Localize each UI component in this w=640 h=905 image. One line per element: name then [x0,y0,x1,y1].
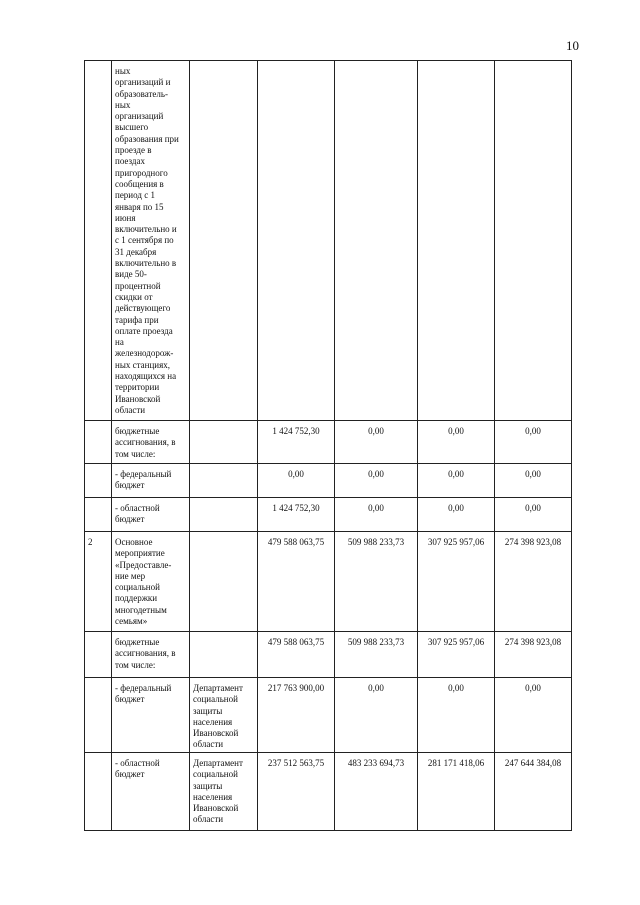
amount-cell: 0,00 [418,464,495,498]
row-index-cell: 2 [85,532,112,632]
activity-name-cell: - областной бюджет [112,498,190,532]
activity-name-cell: бюджетные ассигнования, в том числе: [112,632,190,678]
amount-cell: 217 763 900,00 [258,678,335,753]
amount-cell: 483 233 694,73 [335,753,418,831]
executor-cell: Департамент социальной защиты населения Ивановской области [190,753,258,831]
activity-name-cell: Основное мероприятие «Предоставле- ние мер социальной поддержки многодетным семьям» [112,532,190,632]
executor-cell [190,532,258,632]
row-index-cell [85,421,112,464]
row-index-cell [85,753,112,831]
row-index-cell [85,498,112,532]
row-index-cell [85,678,112,753]
amount-cell: 274 398 923,08 [495,632,572,678]
amount-cell: 0,00 [418,421,495,464]
amount-cell: 247 644 384,08 [495,753,572,831]
executor-cell [190,632,258,678]
amount-cell [258,61,335,421]
executor-cell: Департамент социальной защиты населения Ивановской области [190,678,258,753]
activity-name-cell: ных организаций и образователь- ных организаций высшего образования при проезде в поездах пригородного сообщения в период с 1 января по 15 июня включительно и с 1 сентября по 31 декабря включительно в виде 50- процентной скидки от действующего тарифа при оплате проезда на железнодорож- ных станциях, находящихся на территории Ивановской области [112,61,190,421]
table-row [85,421,572,464]
amount-cell: 0,00 [335,498,418,532]
amount-cell: 0,00 [418,678,495,753]
table-row [85,632,572,678]
table-row [85,753,572,831]
amount-cell: 479 588 063,75 [258,632,335,678]
amount-cell [495,61,572,421]
amount-cell: 0,00 [335,421,418,464]
activity-name-cell: бюджетные ассигнования, в том числе: [112,421,190,464]
executor-cell [190,421,258,464]
amount-cell: 1 424 752,30 [258,498,335,532]
page-number: 10 [566,38,579,53]
amount-cell [418,61,495,421]
budget-table [84,60,572,831]
amount-cell: 0,00 [418,498,495,532]
amount-cell: 509 988 233,73 [335,632,418,678]
table-row [85,464,572,498]
amount-cell: 0,00 [258,464,335,498]
activity-name-cell: - федеральный бюджет [112,464,190,498]
table-row [85,61,572,421]
amount-cell: 0,00 [335,678,418,753]
executor-cell [190,464,258,498]
amount-cell: 1 424 752,30 [258,421,335,464]
amount-cell: 307 925 957,06 [418,532,495,632]
row-index-cell [85,632,112,678]
amount-cell: 281 171 418,06 [418,753,495,831]
amount-cell [335,61,418,421]
amount-cell: 237 512 563,75 [258,753,335,831]
amount-cell: 0,00 [495,421,572,464]
amount-cell: 479 588 063,75 [258,532,335,632]
executor-cell [190,61,258,421]
amount-cell: 0,00 [495,498,572,532]
activity-name-cell: - областной бюджет [112,753,190,831]
table-row [85,678,572,753]
table-row [85,532,572,632]
amount-cell: 274 398 923,08 [495,532,572,632]
row-index-cell [85,61,112,421]
amount-cell: 307 925 957,06 [418,632,495,678]
amount-cell: 0,00 [335,464,418,498]
amount-cell: 0,00 [495,464,572,498]
row-index-cell [85,464,112,498]
table-row [85,498,572,532]
amount-cell: 509 988 233,73 [335,532,418,632]
activity-name-cell: - федеральный бюджет [112,678,190,753]
executor-cell [190,498,258,532]
amount-cell: 0,00 [495,678,572,753]
